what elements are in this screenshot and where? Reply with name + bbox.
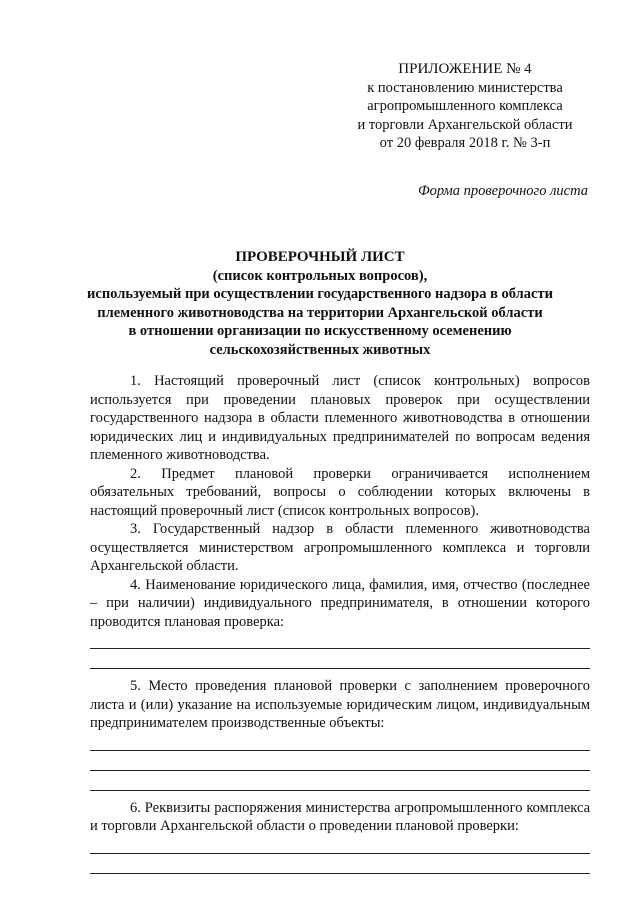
document-title <box>60 248 580 359</box>
fill-line-6b[interactable] <box>90 856 590 874</box>
paragraph-3: 3. Государственный надзор в области племенного животноводства осуществляется министерством агропромышленного комплекса и торговли Архангельской области. <box>90 521 590 574</box>
title-sub-3: племенного животноводства на территории Архангельской области <box>97 304 543 321</box>
appendix-line-1: к постановлению министерства <box>367 79 563 96</box>
appendix-title: ПРИЛОЖЕНИЕ № 4 <box>398 61 532 77</box>
form-label: Форма проверочного листа <box>418 183 588 199</box>
appendix-line-4: от 20 февраля 2018 г. № 3-п <box>379 135 551 151</box>
document-body <box>90 372 590 876</box>
appendix-header <box>340 60 590 153</box>
fill-line-5c[interactable] <box>90 773 590 791</box>
appendix-line-3: и торговли Архангельской области <box>357 116 573 133</box>
appendix-line-2: агропромышленного комплекса <box>367 98 563 114</box>
fill-line-6a[interactable] <box>90 836 590 854</box>
fill-line-4a[interactable] <box>90 631 590 649</box>
title-sub-1: (список контрольных вопросов), <box>212 267 428 284</box>
fill-line-4b[interactable] <box>90 651 590 669</box>
title-main: ПРОВЕРОЧНЫЙ ЛИСТ <box>235 249 405 265</box>
paragraph-1: 1. Настоящий проверочный лист (список контрольных) вопросов используется при проведении плановых проверок при осуществлении государственного надзора в области племенного животноводства в отношении юридических лиц и индивидуальных предпринимателей по вопросам ведения племенного животноводства. <box>90 373 590 463</box>
paragraph-6: 6. Реквизиты распоряжения министерства агропромышленного комплекса и торговли Архангельской области о проведении плановой проверки: <box>90 799 590 834</box>
title-sub-5: сельскохозяйственных животных <box>209 341 431 358</box>
title-sub-2: используемый при осуществлении государственного надзора в области <box>87 286 553 302</box>
title-sub-4: в отношении организации по искусственному осеменению <box>128 323 512 339</box>
paragraph-5: 5. Место проведения плановой проверки с заполнением проверочного листа и (или) указание на используемые юридическим лицом, индивидуальным предпринимателем производственные объекты: <box>90 678 590 731</box>
paragraph-4: 4. Наименование юридического лица, фамилия, имя, отчество (последнее – при наличии) индивидуального предпринимателя, в отношении которого проводится плановая проверка: <box>90 576 590 630</box>
paragraph-2: 2. Предмет плановой проверки ограничивается исполнением обязательных требований, вопросы о соблюдении которых включены в настоящий проверочный лист (список контрольных вопросов). <box>90 465 590 519</box>
fill-line-5a[interactable] <box>90 733 590 751</box>
fill-line-5b[interactable] <box>90 753 590 771</box>
